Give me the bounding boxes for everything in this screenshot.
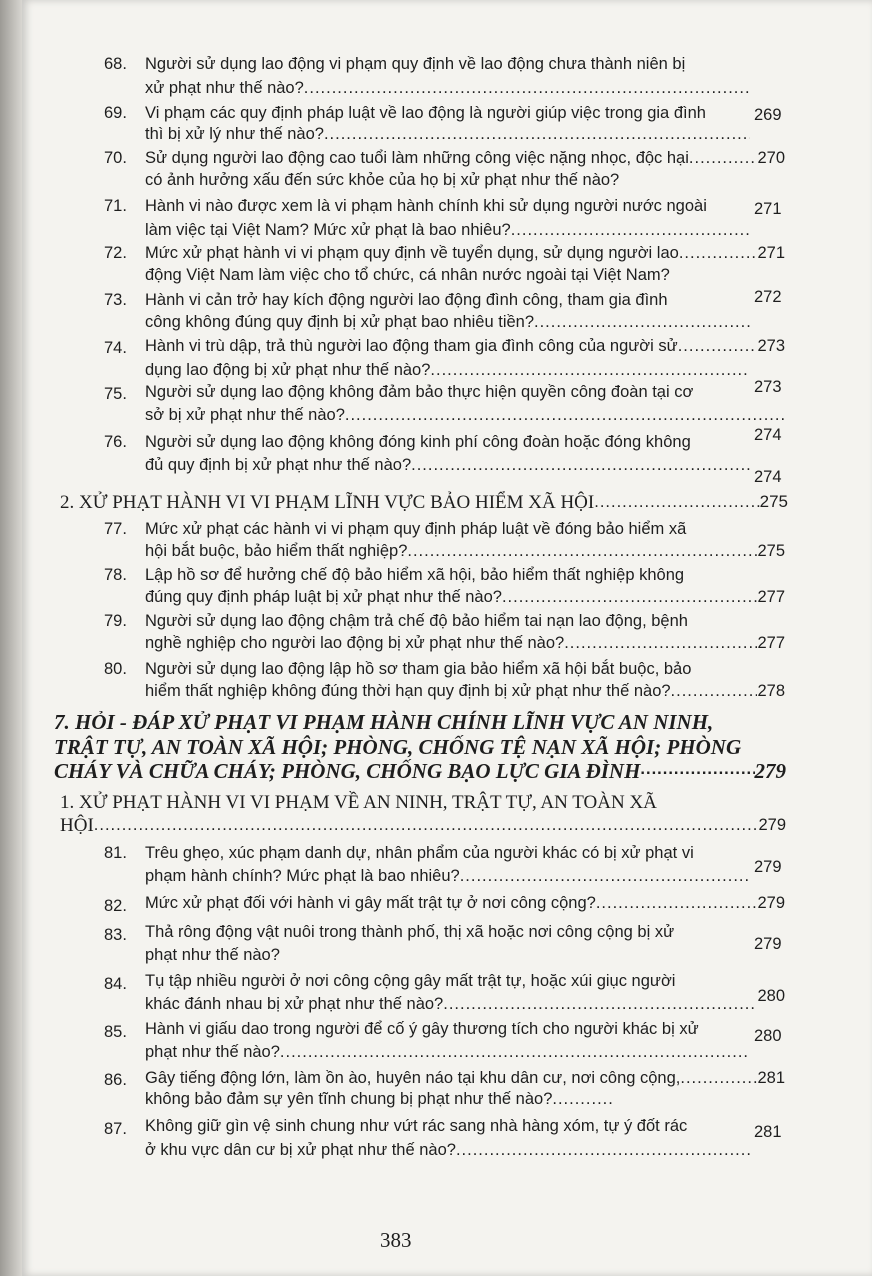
leader-dots (671, 681, 758, 701)
entry-number: 83. (104, 926, 127, 944)
entry-page: 278 (757, 682, 785, 700)
chapter-title-line1: 7. HỎI - ĐÁP XỬ PHẠT VI PHẠM HÀNH CHÍNH LĨNH VỰC AN NINH, (54, 710, 714, 734)
entry-number: 77. (104, 520, 127, 538)
chapter-title-line2: TRẬT TỰ, AN TOÀN XÃ HỘI; PHÒNG, CHỐNG TỆ NẠN XÃ HỘI; PHÒNG (54, 735, 742, 759)
entry-text-line1: Hành vi nào được xem là vi phạm hành chính khi sử dụng người nước ngoài (145, 197, 707, 215)
entry-text-line2: hiểm thất nghiệp không đúng thời hạn quy định bị xử phạt như thế nào? (145, 682, 671, 700)
entry-number: 81. (104, 844, 127, 862)
entry-text-line1: Hành vi giấu dao trong người để cố ý gây thương tích cho người khác bị xử (145, 1020, 699, 1038)
entry-text-line1: Lập hồ sơ để hưởng chế độ bảo hiểm xã hội, bảo hiểm thất nghiệp không (145, 566, 685, 584)
entry-number: 72. (104, 244, 127, 262)
entry-text-line1: Mức xử phạt hành vi vi phạm quy định về tuyển dụng, sử dụng người lao (145, 244, 679, 262)
entry-text-line2: công không đúng quy định bị xử phạt bao nhiêu tiền? (145, 313, 535, 331)
entry-text-line2: xử phạt như thế nào? (145, 79, 304, 97)
entry-text-line1: Tụ tập nhiều người ở nơi công cộng gây mất trật tự, hoặc xúi giục người (145, 972, 676, 990)
leader-dots (594, 492, 759, 514)
entry-text-line2: có ảnh hưởng xấu đến sức khỏe của họ bị xử phạt như thế nào? (145, 171, 620, 189)
leader-dots (280, 1042, 750, 1062)
leader-dots (345, 405, 785, 425)
entry-page: 274 (754, 426, 782, 444)
leader-dots (502, 587, 758, 607)
leader-dots (640, 759, 754, 783)
entry-number: 68. (104, 55, 127, 73)
leader-dots (680, 1068, 757, 1088)
entry-text-line1: Người sử dụng lao động không đảm bảo thực hiện quyền công đoàn tại cơ (145, 383, 694, 401)
entry-text-line2: sở bị xử phạt như thế nào? (145, 406, 345, 424)
section-page: 279 (758, 816, 786, 834)
entry-number: 70. (104, 149, 127, 167)
entry-number: 71. (104, 197, 127, 215)
entry-page: 280 (757, 987, 785, 1005)
entry-page: 273 (754, 378, 782, 396)
entry-text-line2: đủ quy định bị xử phạt như thế nào? (145, 456, 412, 474)
leader-dots (679, 243, 758, 263)
entry-number: 84. (104, 975, 127, 993)
entry-page: 273 (757, 337, 785, 355)
entry-number: 79. (104, 612, 127, 630)
leader-dots (564, 633, 757, 653)
entry-page: 281 (754, 1123, 782, 1141)
section-title-line2: HỘI (60, 815, 94, 836)
entry-number: 85. (104, 1023, 127, 1041)
entry-text-line2: ở khu vực dân cư bị xử phạt như thế nào? (145, 1141, 456, 1159)
chapter-page: 279 (754, 759, 786, 783)
leader-dots (534, 312, 750, 332)
entry-text-line2: phạm hành chính? Mức phạt là bao nhiêu? (145, 867, 460, 885)
entry-text-line2: phạt như thế nào? (145, 946, 280, 964)
entry-text-line1: Gây tiếng động lớn, làm ồn ào, huyên náo tại khu dân cư, nơi công cộng, (145, 1069, 681, 1087)
entry-number: 73. (104, 291, 127, 309)
entry-text-line1: Người sử dụng lao động vi phạm quy định về lao động chưa thành niên bị (145, 55, 686, 73)
entry-page: 277 (757, 634, 785, 652)
entry-page: 269 (754, 106, 782, 124)
entry-number: 69. (104, 104, 127, 122)
leader-dots (324, 124, 750, 144)
entry-page: 279 (757, 894, 785, 912)
entry-page: 274 (754, 468, 782, 486)
leader-dots (443, 994, 757, 1014)
entry-page: 279 (754, 858, 782, 876)
entry-text-line1: Mức xử phạt đối với hành vi gây mất trật tự ở nơi công cộng? (145, 894, 596, 912)
entry-text-line1: Thả rông động vật nuôi trong thành phố, thị xã hoặc nơi công cộng bị xử (145, 923, 675, 941)
entry-number: 75. (104, 385, 127, 403)
entry-text-line2: thì bị xử lý như thế nào? (145, 125, 324, 143)
entry-page: 272 (754, 288, 782, 306)
entry-text-line1: Hành vi cản trở hay kích động người lao động đình công, tham gia đình (145, 291, 668, 309)
leader-dots (460, 866, 750, 886)
entry-text-line2: phạt như thế nào? (145, 1043, 280, 1061)
entry-number: 86. (104, 1071, 127, 1089)
entry-page: 280 (754, 1027, 782, 1045)
entry-page: 270 (757, 149, 785, 167)
entry-page: 281 (757, 1069, 785, 1087)
entry-text-line1: Người sử dụng lao động chậm trả chế độ bảo hiểm tai nạn lao động, bệnh (145, 612, 688, 630)
section-page: 275 (759, 492, 788, 511)
leader-dots (304, 78, 750, 98)
leader-dots (689, 148, 758, 168)
page-number: 383 (380, 1228, 412, 1252)
entry-text-line2: nghề nghiệp cho người lao động bị xử phạt như thế nào? (145, 634, 565, 652)
entry-text-line2: khác đánh nhau bị xử phạt như thế nào? (145, 995, 444, 1013)
entry-number: 87. (104, 1120, 127, 1138)
entry-text-line1: Vi phạm các quy định pháp luật về lao động là người giúp việc trong gia đình (145, 104, 706, 122)
leader-dots (678, 336, 758, 356)
leader-dots (552, 1089, 615, 1109)
entry-text-line1: Hành vi trù dập, trả thù người lao động tham gia đình công của người sử (145, 337, 678, 355)
entry-text-line2: dụng lao động bị xử phạt như thế nào? (145, 361, 431, 379)
entry-number: 74. (104, 339, 127, 357)
entry-text-line1: Không giữ gìn vệ sinh chung như vứt rác sang nhà hàng xóm, tự ý đốt rác (145, 1117, 688, 1135)
entry-page: 271 (754, 200, 782, 218)
entry-text-line1: Mức xử phạt các hành vi vi phạm quy định pháp luật về đóng bảo hiểm xã (145, 520, 687, 538)
entry-page: 277 (757, 588, 785, 606)
leader-dots (411, 455, 750, 475)
section-title-line1: 1. XỬ PHẠT HÀNH VI VI PHẠM VỀ AN NINH, TRẬT TỰ, AN TOÀN XÃ (60, 792, 657, 813)
leader-dots (456, 1140, 750, 1160)
section-title: 2. XỬ PHẠT HÀNH VI VI PHẠM LĨNH VỰC BẢO HIỂM XÃ HỘI (60, 492, 595, 513)
entry-number: 76. (104, 433, 127, 451)
entry-text-line2: động Việt Nam làm việc cho tổ chức, cá nhân nước ngoài tại Việt Nam? (145, 266, 670, 284)
entry-text-line2: đúng quy định pháp luật bị xử phạt như thế nào? (145, 588, 502, 606)
entry-text-line1: Người sử dụng lao động lập hồ sơ tham gia bảo hiểm xã hội bắt buộc, bảo (145, 660, 692, 678)
entry-text-line2: làm việc tại Việt Nam? Mức xử phạt là bao nhiêu? (145, 221, 511, 239)
leader-dots (407, 541, 757, 561)
entry-text-line1: Trêu ghẹo, xúc phạm danh dự, nhân phẩm của người khác có bị xử phạt vi (145, 844, 694, 862)
leader-dots (430, 360, 750, 380)
entry-number: 82. (104, 897, 127, 915)
toc-section-2 (60, 492, 788, 514)
chapter-title-line3: CHÁY VÀ CHỮA CHÁY; PHÒNG, CHỐNG BẠO LỰC GIA ĐÌNH (54, 759, 641, 783)
leader-dots (511, 220, 750, 240)
entry-number: 80. (104, 660, 127, 678)
entry-page: 271 (757, 244, 785, 262)
leader-dots (596, 893, 758, 913)
entry-page: 279 (754, 935, 782, 953)
entry-text-line1: Sử dụng người lao động cao tuổi làm những công việc nặng nhọc, độc hại (145, 149, 689, 167)
entry-text-line1: Người sử dụng lao động không đóng kinh phí công đoàn hoặc đóng không (145, 433, 691, 451)
entry-text-line2: không bảo đảm sự yên tĩnh chung bị phạt như thế nào? (145, 1090, 553, 1108)
entry-text-line2: hội bắt buộc, bảo hiểm thất nghiệp? (145, 542, 408, 560)
entry-number: 78. (104, 566, 127, 584)
entry-page: 275 (757, 542, 785, 560)
leader-dots (94, 815, 759, 837)
